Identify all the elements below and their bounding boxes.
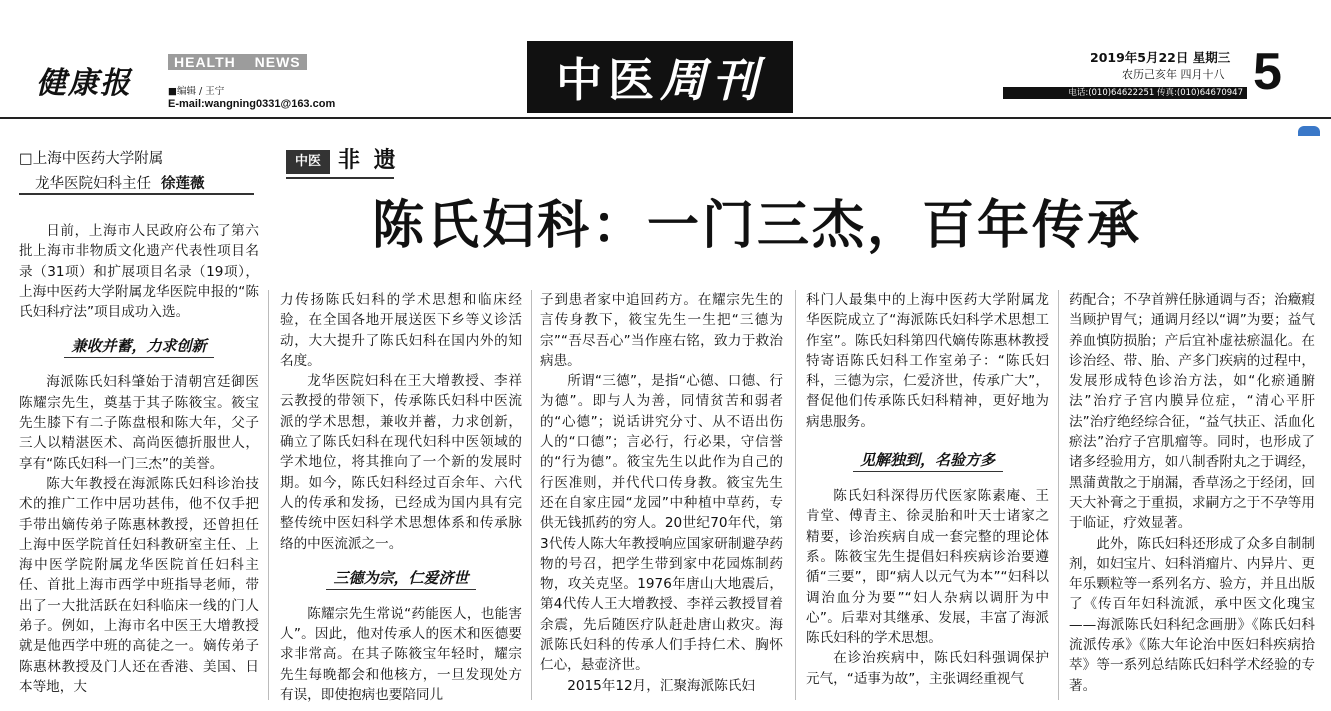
newspaper-logo: 健康报 bbox=[36, 66, 132, 101]
lunar-date: 农历己亥年 四月十八 bbox=[1122, 68, 1225, 81]
author-rule bbox=[19, 193, 254, 195]
paragraph: 龙华医院妇科在王大增教授、李祥云教授的带领下，传承陈氏妇科中医流派的学术思想，兼收并蓄，力求创新，确立了陈氏妇科在现代妇科中医领域的学术地位，将其推向了一个新的发展时期。如今，陈氏妇科经过百余年、六代人的传承和发扬，已经成为国内具有完整传统中医妇科学术思想体系和传承脉络的中医流派之一。 bbox=[280, 373, 522, 552]
editor-credit: ■编辑 / 王宁 bbox=[168, 86, 225, 97]
paragraph: 陈大年教授在海派陈氏妇科诊治技术的推广工作中居功甚伟，他不仅手把手带出嫡传弟子陈惠林教授，还曾担任上海中医学院首任妇科教研室主任、上海中医学院附属龙华医院首任妇科主任、首批上海市西学中班指导老师，带出了一大批活跃在妇科临床一线的门人弟子。例如，上海市名中医王大增教授就是他西学中班的高徒之一。嫡传弟子陈惠林教授及门人还在香港、美国、日本等地，大 bbox=[19, 475, 259, 695]
author-affiliation: □上海中医药大学附属 bbox=[19, 151, 164, 167]
author-title bbox=[35, 172, 205, 193]
paragraph: 科门人最集中的上海中医药大学附属龙华医院成立了“海派陈氏妇科学术思想工作室”。陈氏妇科第四代嫡传陈惠林教授特寄语陈氏妇科工作室弟子：“陈氏妇科，三德为宗，仁爱济世，传承广大”，督促他们传承陈氏妇科精神，更好地为病患服务。 bbox=[806, 292, 1049, 430]
viewer-tab-icon[interactable] bbox=[1298, 126, 1320, 136]
paragraph: 陈氏妇科深得历代医家陈素庵、王肯堂、傅青主、徐灵胎和叶天士诸家之精要，诊治疾病自成一套完整的理论体系。陈筱宝先生提倡妇科疾病诊治要遵循“三要”，即“病人以元气为本”“妇科以调治血分为要”“妇人杂病以调肝为中心”。后辈对其继承、发展，丰富了海派陈氏妇科的学术思想。 bbox=[806, 488, 1049, 647]
author-position: 龙华医院妇科主任 bbox=[35, 176, 151, 192]
masthead-rule bbox=[0, 117, 1331, 119]
editor-email: E-mail:wangning0331@163.com bbox=[168, 98, 336, 110]
paragraph: 2015年12月，汇聚海派陈氏妇 bbox=[567, 677, 756, 694]
weekly-banner bbox=[527, 41, 793, 113]
paragraph: 力传扬陈氏妇科的学术思想和临床经验，在全国各地开展送医下乡等义诊活动，大大提升了陈氏妇科在国内外的知名度。 bbox=[280, 292, 522, 369]
paragraph: 所谓“三德”，是指“心德、口德、行为德”。即与人为善，同情贫苦和弱者的“心德”；说话讲究分寸、从不语出伤人的“口德”；言必行，行必果，守信誉的“行为德”。筱宝先生以此作为自己的行医准则，并代代口传身教。筱宝先生还在自家庄园“龙园”中种植中草药，专供无钱抓药的穷人。20世纪70年代，第3代传人陈大年教授响应国家研制避孕药物的号召，把学生带到家中花园炼制药物，攻关克坚。1976年唐山大地震后，第4代传人王大增教授、李祥云教授冒着余震，先后随医疗队赶赴唐山救灾。海派陈氏妇科的传承人们手持仁术、胸怀仁心，悬壶济世。 bbox=[540, 373, 783, 674]
column-divider bbox=[268, 290, 269, 700]
subheading: 三德为宗，仁爱济世 bbox=[326, 568, 476, 590]
paragraph: 日前，上海市人民政府公布了第六批上海市非物质文化遗产代表性项目名录（31项）和扩展项目名录（19项），上海中医药大学附属龙华医院申报的“陈氏妇科疗法”项目成功入选。 bbox=[19, 223, 259, 321]
article-column-3 bbox=[540, 290, 783, 696]
column-divider bbox=[1058, 290, 1059, 700]
weekly-banner-b: 周刊 bbox=[660, 53, 764, 107]
section-tag-text: 非 遗 bbox=[338, 148, 399, 173]
section-tag-box: 中医 bbox=[286, 150, 330, 174]
paragraph: 子到患者家中追回药方。在耀宗先生的言传身教下，筱宝先生一生把“三德为宗”“吾尽吾心”当作座右铭，致力于救治病患。 bbox=[540, 292, 783, 369]
author-name: 徐莲薇 bbox=[161, 176, 205, 192]
column-divider bbox=[795, 290, 796, 700]
weekly-banner-a: 中医 bbox=[556, 53, 660, 107]
subheading: 兼收并蓄，力求创新 bbox=[64, 336, 214, 358]
contact-bar: 电话:(010)64622251 传真:(010)64670947 bbox=[1003, 87, 1247, 99]
section-tag-rule bbox=[286, 177, 394, 179]
page-number: 5 bbox=[1253, 43, 1282, 101]
issue-date: 2019年5月22日 星期三 bbox=[1090, 50, 1231, 65]
paragraph: 陈耀宗先生常说“药能医人，也能害人”。因此，他对传承人的医术和医德要求非常高。在其子陈筱宝年轻时，耀宗先生每晚都会和他核方，一旦发现处方有误，即使抱病也要陪同儿 bbox=[280, 605, 522, 704]
section-english-label: HEALTH NEWS bbox=[168, 54, 307, 70]
subheading: 见解独到，名验方多 bbox=[853, 450, 1003, 472]
article-column-5 bbox=[1069, 290, 1315, 696]
paragraph: 海派陈氏妇科肇始于清朝宫廷御医陈耀宗先生，奠基于其子陈筱宝。筱宝先生膝下有二子陈盘根和陈大年，父子三人以精湛医术、高尚医德折服世人，享有“陈氏妇科一门三杰”的美誉。 bbox=[19, 374, 259, 472]
article-column-4 bbox=[806, 290, 1049, 689]
paragraph: 此外，陈氏妇科还形成了众多自制制剂，如妇宝片、妇科消瘤片、内异片、更年乐颗粒等一系列名方、验方，并且出版了《传百年妇科流派，承中医文化瑰宝——海派陈氏妇科纪念画册》《陈氏妇科流派传承》《陈大年论治中医妇科疾病拾萃》等一系列总结陈氏妇科学术经验的专著。 bbox=[1069, 535, 1315, 694]
paragraph: 药配合；不孕首辨任脉通调与否；治癥瘕当顾护胃气；通调月经以“调”为要；益气养血慎防损胎；产后宜补虚祛瘀温化。在诊治经、带、胎、产多门疾病的过程中，发展形成特色诊治方法，如“化瘀通腑法”治疗子宫内膜异位症，“清心平肝法”治疗绝经综合征，“益气扶正、活血化瘀法”治疗子宫肌瘤等。同时，也形成了诸多经验用方，如八制香附丸之于调经，黑蒲黄散之于崩漏，香草汤之于经闭，回天大补膏之于重损，求嗣方之于不孕等用于临证，疗效显著。 bbox=[1069, 292, 1315, 532]
paragraph: 在诊治疾病中，陈氏妇科强调保护元气，“适事为故”，主张调经重视气 bbox=[806, 650, 1049, 687]
article-column-1 bbox=[19, 221, 259, 697]
article-headline: 陈氏妇科：一门三杰，百年传承 bbox=[372, 196, 1143, 256]
article-column-2 bbox=[280, 290, 522, 705]
column-divider bbox=[531, 290, 532, 700]
